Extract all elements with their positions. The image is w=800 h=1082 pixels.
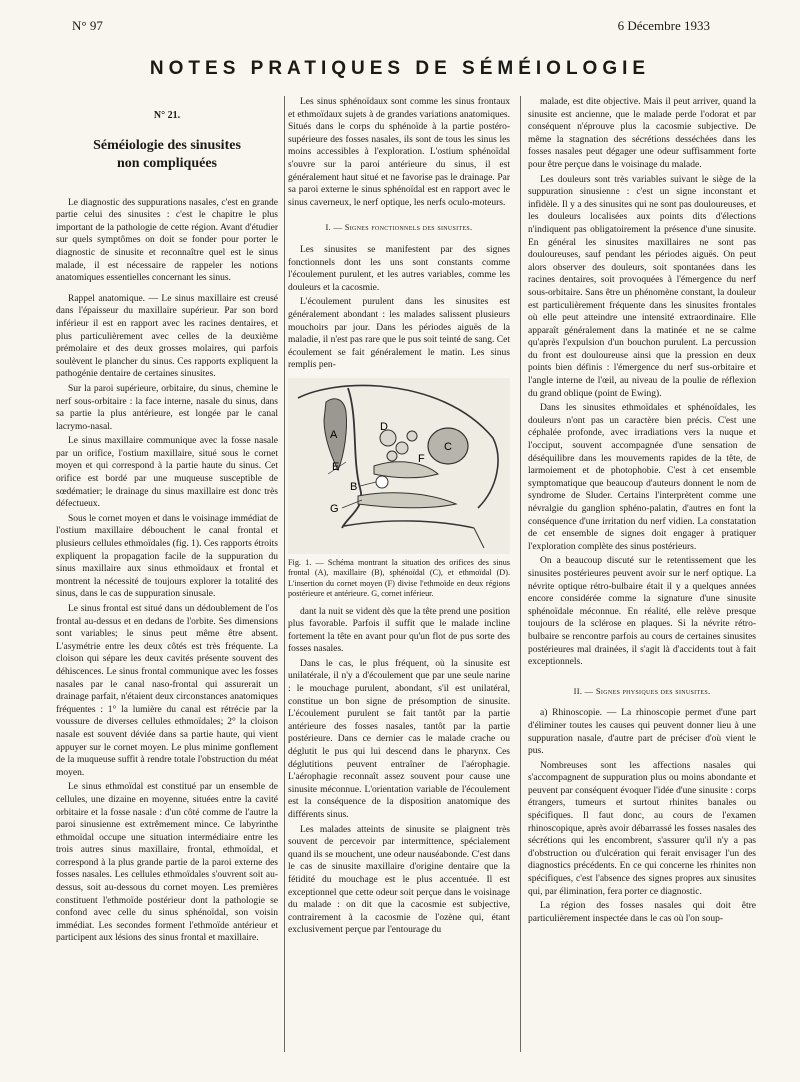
label-A: A <box>330 428 338 441</box>
paragraph: Dans les sinusites ethmoïdales et sphénoïdales, les douleurs n'ont pas un caractère bien précis. C'est une céphalée profonde, avec irradiations vers la nuque et l'occiput, souvent accompagnée d'une sensation de déséquilibre dans les mouvements rapides de la tête, de larmoiement et de photophobie. C'est à cet ensemble symptomatique que beaucoup d'auteurs donnent le nom de syndrome de Sluder. Certains l'interprètent comme une névralgie du ganglion sphéno-palatin, d'autres en font la conséquence d'une irritation du nerf vidien. La constatation de cet ensemble de signes doit engager à pratiquer l'exploration complète des sinus postérieurs. <box>528 403 756 552</box>
column-2 <box>288 96 510 1064</box>
paragraph: Le sinus ethmoïdal est constitué par un ensemble de cellules, une dizaine en moyenne, situées entre la cavité orbitaire et la fosse nasale : d'un côté comme de l'autre la paroi sinusienne est extrêmement mince. Ce labyrinthe ethmoïdal occupe une situation intermédiaire entre les trois autres sinus maxillaire, frontal, ethmoïdal, et correspond à la plus grande partie de la paroi externe des fosses nasales. Les cellules ethmoïdales s'ouvrent soit au-dessus, soit au-dessous du cornet moyen. Les premières constituent l'ethmoïde postérieur dont la pathologie se confond avec celle du sinus sphénoïdal, son voisin immédiat. Les secondes forment l'ethmoïde antérieur et participent aux lésions des sinus frontal et maxillaire. <box>56 782 278 944</box>
paragraph: La région des fosses nasales qui doit être particulièrement inspectée dans le cas où l'on soup- <box>528 901 756 924</box>
figure-caption: Fig. 1. — Schéma montrant la situation des orifices des sinus frontal (A), maxillaire (B), sphénoïdal (C), et ethmoïdal (D). L'insertion du cornet moyen (F) divise l'ethmoïde en deux régions postérieure et antérieure. G, cornet inférieur. <box>288 557 510 599</box>
label-C: C <box>444 440 452 453</box>
article-title <box>56 137 278 173</box>
sinus-diagram <box>288 378 510 554</box>
label-F: F <box>418 452 425 465</box>
column-1 <box>56 100 278 1064</box>
column-3 <box>528 96 756 1064</box>
paragraph: a) Rhinoscopie. — La rhinoscopie permet d'une part d'éliminer toutes les causes qui peuvent donner lieu à une suppuration nasale, d'autre part de préciser d'où vient le pus. <box>528 708 756 757</box>
issue-number: N° 97 <box>72 18 103 33</box>
anatomical-figure <box>288 378 510 554</box>
paragraph: L'écoulement purulent dans les sinusites est généralement abondant : les malades salissent plusieurs mouchoirs par jour. Dans les périodes aiguës de la maladie, il n'est pas rare que le pus soit teinté de sang. Cet écoulement se fait généralement le matin. Les sinus remplis pen- <box>288 297 510 371</box>
section-heading: I. — Signes fonctionnels des sinusites. <box>325 222 473 233</box>
paragraph: Sous le cornet moyen et dans le voisinage immédiat de l'ostium maxillaire débouchent le canal frontal et plusieurs cellules ethmoïdales (fig. 1). Ces rapports étroits expliquent la propagation facile de la suppuration du sinus maxillaire aux sinus ethmoïdaux et frontal et montrent la nécessité de toujours explorer la totalité des sinus, dans le cas de suppuration sinusale. <box>56 513 278 600</box>
paragraph: Les malades atteints de sinusite se plaignent très souvent de percevoir par intermittence, spécialement quand ils se mouchent, une odeur nauséabonde. C'est dans le cas de sinusite maxillaire d'origine dentaire que la fétidité du mouchage est le plus accentuée. Il est exceptionnel que cette odeur soit perçue dans le voisinage du malade : on dit que la cacosmie est subjective, contrairement à la cacosmie de l'ozène qui, étant exclusivement perçue par l'entourage du <box>288 824 510 936</box>
paragraph: malade, est dite objective. Mais il peut arriver, quand la sinusite est ancienne, que le malade perde l'odorat et par conséquent n'éprouve plus la cacosmie subjective. De même la stagnation des sécrétions desséchées dans les fosses nasales peut dégager une odeur suffisamment forte pour être perçue dans le voisinage du malade. <box>528 97 756 170</box>
label-G: G <box>330 502 339 515</box>
paragraph: Le diagnostic des suppurations nasales, c'est en grande partie celui des sinusites : c'est le chapitre le plus important de la pathologie de cette région. Avant d'étudier sur quels symptômes on doit se fonder pour porter le diagnostic de sinusite et reconnaître quel est le sinus malade, il est nécessaire de rappeler les notions anatomiques essentielles concernant les sinus. <box>56 197 278 284</box>
issue-date: 6 Décembre 1933 <box>617 18 710 33</box>
paragraph: Les douleurs sont très variables suivant le siège de la suppuration sinusienne : c'est un signe inconstant et infidèle. Il y a des sinusites qui ne sont pas douloureuses, et les douleurs localisées aux points dits d'élections n'indiquent pas obligatoirement la présence d'une sinusite. En général les sinusites maxillaires ne sont pas douloureuses, sauf pendant les périodes aiguës. On peut alors observer des douleurs, soit spontanées dans les racines dentaires, soit provoquées à l'émergence du nerf sous-orbitaire. Sans être un phénomène constant, la douleur est particulièrement fréquente dans les sinusites frontales où elle peut atteindre une intensité extraordinaire. Elle apparaît généralement dans la matinée et ne se calme qu'après l'expulsion d'un bouchon purulent. La percussion du front est douloureuse ainsi que la pression en deux points bien définis : l'émergence du nerf sus-orbitaire et l'angle interne de l'œil, au niveau de la poulie de réflexion du grand oblique (point de Ewing). <box>528 174 756 399</box>
label-B: B <box>350 480 358 493</box>
paragraph: On a beaucoup discuté sur le retentissement que les sinusites postérieures peuvent avoir sur le nerf optique. La névrite optique rétro-bulbaire était il y a quelques années encore considérée comme la signature d'une sinusite sphénoïdale méconnue. En réalité, elle relève presque toujours de la sclérose en plaques. Si la névrite rétro-bulbaire se rencontre parfois au cours de certaines sinusites postérieures mal drainées, il s'agit là d'accidents tout à fait exceptionnels. <box>528 556 756 668</box>
label-E: E <box>332 460 340 473</box>
paragraph: dant la nuit se vident dès que la tête prend une position plus favorable. Parfois il suffit que le malade incline fortement la tête en avant pour qu'un flot de pus sorte des fosses nasales. <box>288 606 510 655</box>
column-divider <box>284 96 285 1052</box>
article-title-line1: Séméiologie des sinusites <box>93 137 241 153</box>
article-number: N° 21. <box>153 110 181 121</box>
paragraph: Les sinus sphénoïdaux sont comme les sinus frontaux et ethmoïdaux sujets à de grandes variations anatomiques. Situés dans le corps du sphénoïde à la partie postéro-supérieure des fosses nasales, ils sont de tous les sinus les moins accessibles à l'exploration. L'ostium sphénoïdal s'ouvre sur la paroi antérieure du sinus, il est généralement haut situé et ne favorise pas le drainage. Par sa paroi externe le sinus sphénoïdal est en rapport avec le sinus caverneux, le nerf optique, les nerfs oculo-moteurs. <box>288 97 510 208</box>
article-title-line2: non compliquées <box>117 155 217 171</box>
page-title: NOTES PRATIQUES DE SÉMÉIOLOGIE <box>149 58 651 79</box>
section-heading: II. — Signes physiques des sinusites. <box>573 685 711 696</box>
paragraph: Le sinus frontal est situé dans un dédoublement de l'os frontal au-dessus et en dedans de l'orbite. Ses dimensions sont variables; le sinus peut même être absent. L'asymétrie entre les deux côtés est très fréquente. La cloison qui sépare les deux cavités présente souvent des déhiscences. Le sinus frontal communique avec les fosses nasales par le canal naso-frontal qui assurerait un drainage parfait, n'étaient deux circonstances anatomiques fréquentes : 1° la lumière du canal est rétrécie par la voussure de diverses cellules ethmoïdales; 2° la cloison nasale est souvent déviée dans sa partie haute, qui vient appuyer sur le cornet moyen. Le plus minime gonflement de la muqueuse suffit à rendre totale l'obstruction du méat moyen. <box>56 604 278 778</box>
paragraph: Le sinus maxillaire communique avec la fosse nasale par un orifice, l'ostium maxillaire, situé sous le cornet moyen et qui correspond à la partie haute du sinus. Cet orifice est bordé par une muqueuse susceptible de sœdématier; le drainage du sinus maxillaire est donc très défectueux. <box>56 436 278 510</box>
paragraph: Sur la paroi supérieure, orbitaire, du sinus, chemine le nerf sous-orbitaire : la face interne, nasale du sinus, dans sa partie la plus antérieure, est longée par le canal lacrymo-nasal. <box>56 383 278 432</box>
paragraph: Les sinusites se manifestent par des signes fonctionnels dont les uns sont constants comme l'écoulement purulent, et les autres variables, comme les douleurs et la cacosmie. <box>288 244 510 293</box>
paragraph: Dans le cas, le plus fréquent, où la sinusite est unilatérale, il n'y a d'écoulement que par une seule narine : le mouchage purulent, abondant, s'il est unilatéral, constitue un bon signe de présomption de sinusite. L'écoulement purulent se fait tantôt par la partie antérieure des fosses nasales, tantôt par la partie postérieure. Dans ce dernier cas le malade crache ou déglutit le pus qui lui descend dans le pharynx. Ces déglutitions peuvent entraîner de l'aérophagie. L'aérophagie reconnaît assez souvent pour cause une sinusite méconnue. L'orientation variable de l'écoulement est la conséquence de la disposition anatomique des différents sinus. <box>288 658 510 820</box>
paragraph: Rappel anatomique. — Le sinus maxillaire est creusé dans l'épaisseur du maxillaire supérieur. Par son bord inférieur il est en rapport avec les racines dentaires, et plus particulièrement avec celles de la deuxième prémolaire et des deux grosses molaires, qui parfois soulèvent le plancher du sinus. Ces rapports expliquent la pathogénie dentaire de certaines sinusites. <box>56 293 278 380</box>
paragraph: Nombreuses sont les affections nasales qui s'accompagnent de suppuration plus ou moins abondante et peuvent par conséquent évoquer l'idée d'une sinusite : corps étrangers, tumeurs et surtout rhinites banales ou spécifiques. Il faut donc, au cours de l'examen rhinoscopique, après avoir débarrassé les fosses nasales des sécrétions qui les encombrent, s'assurer qu'il n'y a pas d'obstruction ou d'ulcération qui ferait envisager l'un des diagnostics précédents. En ce qui concerne les rhinites non spécifiques, c'est l'absence des signes propres aux sinusites qui, par élimination, fera porter ce diagnostic. <box>528 760 756 897</box>
label-D: D <box>380 420 388 433</box>
column-divider <box>520 96 521 1052</box>
